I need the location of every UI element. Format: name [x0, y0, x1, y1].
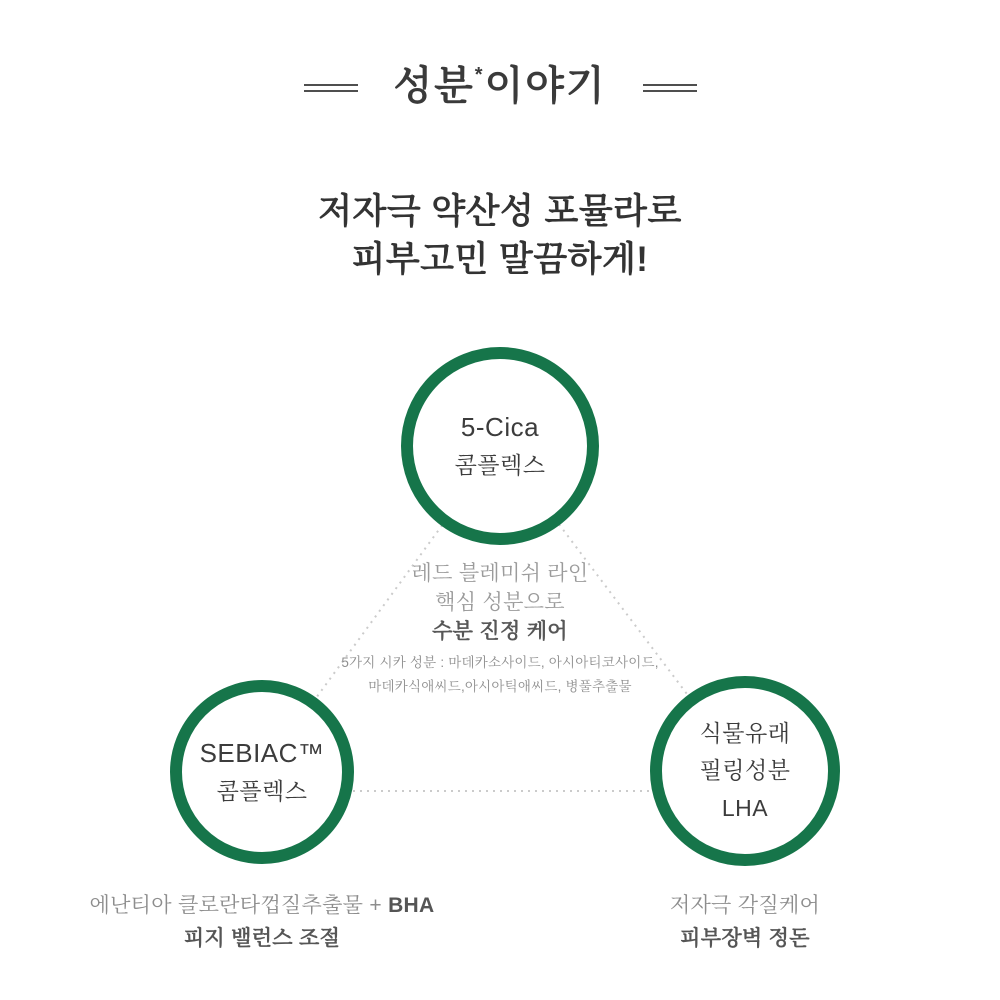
circle-sebiac-line-2: 콤플렉스 [216, 777, 308, 804]
title-main-text: 성분 [393, 64, 475, 108]
center-description [300, 560, 700, 647]
center-description-line-2: 핵심 성분으로 [435, 590, 565, 614]
title-asterisk: * [474, 63, 485, 86]
circle-5-cica-line-2: 콤플렉스 [454, 451, 546, 478]
subtitle-line-1: 저자극 약산성 포뮬라로 [318, 192, 682, 231]
circle-sebiac-line-1: SEBIAC™ [199, 737, 325, 768]
circle-lha-peeling [650, 676, 840, 866]
circle-lha-line-1: 식물유래 [699, 720, 791, 747]
sebiac-caption-line-2: 피지 밸런스 조절 [183, 926, 341, 950]
cica-ingredients-note-line-2: 마데카식애씨드,아시아틱애씨드, 병풀추출물 [368, 679, 632, 695]
center-description-line-1: 레드 블레미쉬 라인 [411, 562, 589, 585]
circle-5-cica-line-1: 5-Cica [460, 411, 540, 442]
circle-sebiac-complex [170, 680, 354, 864]
center-description-line-3: 수분 진정 케어 [432, 619, 568, 643]
circle-lha-line-2: 필링성분 [699, 757, 791, 784]
sebiac-caption-line-1-text: 에난티아 클로란타껍질추출물 + [89, 894, 389, 917]
circle-lha-line-3: LHA [721, 794, 769, 821]
circle-5-cica-complex [401, 347, 599, 545]
cica-ingredients-note-line-1: 5가지 시카 성분 : 마데카소사이드, 아시아티코사이드, [341, 655, 659, 670]
lha-caption-line-2: 피부장벽 정돈 [680, 926, 810, 950]
sebiac-caption-bha-label: BHA [388, 894, 435, 917]
cica-ingredients-note [250, 651, 750, 700]
title-rest-text: 이야기 [484, 64, 607, 108]
subtitle-line-2: 피부고민 말끔하게! [351, 240, 649, 280]
lha-caption-line-1: 저자극 각질케어 [669, 894, 821, 917]
